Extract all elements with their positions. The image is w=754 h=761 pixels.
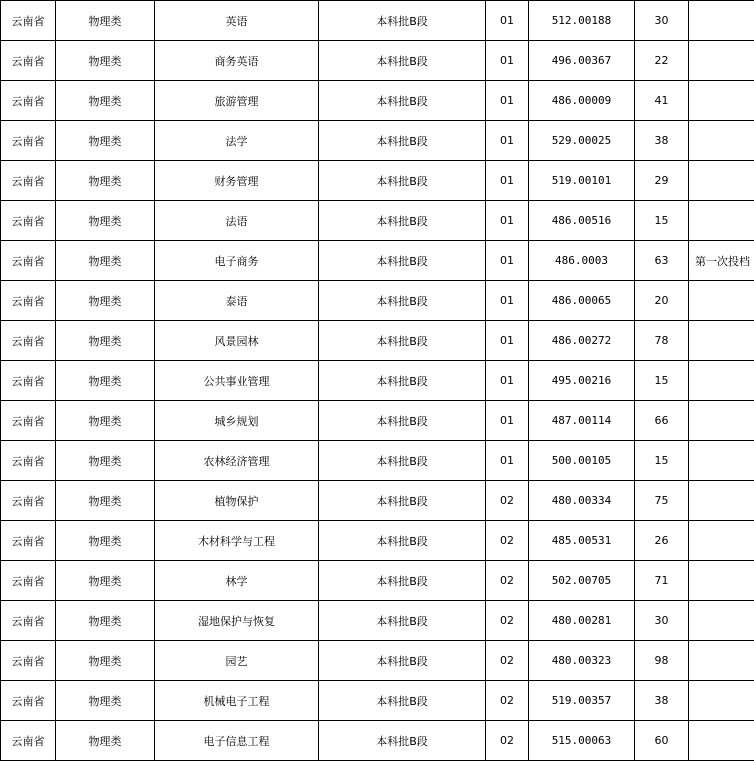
group-cell: 02: [486, 641, 529, 681]
score-cell: 502.00705: [529, 561, 635, 601]
rank-cell: 29: [635, 161, 689, 201]
major-cell: 财务管理: [155, 161, 319, 201]
rank-cell: 15: [635, 201, 689, 241]
batch-cell: 本科批B段: [319, 201, 486, 241]
major-cell: 林学: [155, 561, 319, 601]
table-body: [1, 1, 754, 761]
province-cell: 云南省: [1, 161, 56, 201]
category-cell: 物理类: [56, 1, 155, 41]
province-cell: 云南省: [1, 601, 56, 641]
table-row: [1, 321, 754, 361]
batch-cell: 本科批B段: [319, 41, 486, 81]
category-cell: 物理类: [56, 441, 155, 481]
table-row: [1, 481, 754, 521]
category-cell: 物理类: [56, 241, 155, 281]
score-cell: 487.00114: [529, 401, 635, 441]
major-cell: 英语: [155, 1, 319, 41]
major-cell: 电子商务: [155, 241, 319, 281]
score-cell: 519.00101: [529, 161, 635, 201]
group-cell: 01: [486, 401, 529, 441]
major-cell: 园艺: [155, 641, 319, 681]
score-cell: 480.00334: [529, 481, 635, 521]
note-cell: [689, 561, 754, 601]
note-cell: [689, 401, 754, 441]
category-cell: 物理类: [56, 561, 155, 601]
category-cell: 物理类: [56, 641, 155, 681]
score-cell: 486.00516: [529, 201, 635, 241]
score-cell: 480.00281: [529, 601, 635, 641]
category-cell: 物理类: [56, 201, 155, 241]
category-cell: 物理类: [56, 361, 155, 401]
major-cell: 旅游管理: [155, 81, 319, 121]
table-row: [1, 401, 754, 441]
batch-cell: 本科批B段: [319, 521, 486, 561]
major-cell: 机械电子工程: [155, 681, 319, 721]
province-cell: 云南省: [1, 281, 56, 321]
batch-cell: 本科批B段: [319, 401, 486, 441]
province-cell: 云南省: [1, 641, 56, 681]
major-cell: 泰语: [155, 281, 319, 321]
batch-cell: 本科批B段: [319, 241, 486, 281]
score-cell: 486.00009: [529, 81, 635, 121]
table-row: [1, 281, 754, 321]
group-cell: 01: [486, 201, 529, 241]
table-row: [1, 521, 754, 561]
score-cell: 485.00531: [529, 521, 635, 561]
rank-cell: 15: [635, 441, 689, 481]
province-cell: 云南省: [1, 441, 56, 481]
category-cell: 物理类: [56, 721, 155, 761]
group-cell: 01: [486, 81, 529, 121]
table-row: [1, 601, 754, 641]
major-cell: 湿地保护与恢复: [155, 601, 319, 641]
group-cell: 01: [486, 281, 529, 321]
batch-cell: 本科批B段: [319, 441, 486, 481]
note-cell: 第一次投档: [689, 241, 754, 281]
table-row: [1, 361, 754, 401]
province-cell: 云南省: [1, 401, 56, 441]
province-cell: 云南省: [1, 41, 56, 81]
batch-cell: 本科批B段: [319, 321, 486, 361]
major-cell: 城乡规划: [155, 401, 319, 441]
batch-cell: 本科批B段: [319, 281, 486, 321]
major-cell: 商务英语: [155, 41, 319, 81]
note-cell: [689, 121, 754, 161]
category-cell: 物理类: [56, 321, 155, 361]
province-cell: 云南省: [1, 1, 56, 41]
rank-cell: 22: [635, 41, 689, 81]
rank-cell: 30: [635, 601, 689, 641]
note-cell: [689, 441, 754, 481]
note-cell: [689, 161, 754, 201]
major-cell: 植物保护: [155, 481, 319, 521]
province-cell: 云南省: [1, 201, 56, 241]
major-cell: 电子信息工程: [155, 721, 319, 761]
rank-cell: 26: [635, 521, 689, 561]
rank-cell: 38: [635, 681, 689, 721]
batch-cell: 本科批B段: [319, 481, 486, 521]
note-cell: [689, 281, 754, 321]
group-cell: 02: [486, 561, 529, 601]
note-cell: [689, 681, 754, 721]
group-cell: 01: [486, 321, 529, 361]
table-row: [1, 201, 754, 241]
score-cell: 486.0003: [529, 241, 635, 281]
batch-cell: 本科批B段: [319, 361, 486, 401]
note-cell: [689, 201, 754, 241]
score-cell: 529.00025: [529, 121, 635, 161]
province-cell: 云南省: [1, 121, 56, 161]
province-cell: 云南省: [1, 81, 56, 121]
rank-cell: 78: [635, 321, 689, 361]
province-cell: 云南省: [1, 321, 56, 361]
group-cell: 01: [486, 161, 529, 201]
group-cell: 02: [486, 721, 529, 761]
note-cell: [689, 81, 754, 121]
group-cell: 02: [486, 601, 529, 641]
rank-cell: 98: [635, 641, 689, 681]
note-cell: [689, 41, 754, 81]
batch-cell: 本科批B段: [319, 721, 486, 761]
group-cell: 02: [486, 521, 529, 561]
note-cell: [689, 1, 754, 41]
group-cell: 02: [486, 681, 529, 721]
batch-cell: 本科批B段: [319, 561, 486, 601]
score-cell: 519.00357: [529, 681, 635, 721]
category-cell: 物理类: [56, 401, 155, 441]
category-cell: 物理类: [56, 481, 155, 521]
group-cell: 01: [486, 41, 529, 81]
group-cell: 01: [486, 121, 529, 161]
province-cell: 云南省: [1, 681, 56, 721]
batch-cell: 本科批B段: [319, 681, 486, 721]
category-cell: 物理类: [56, 161, 155, 201]
major-cell: 风景园林: [155, 321, 319, 361]
category-cell: 物理类: [56, 41, 155, 81]
category-cell: 物理类: [56, 601, 155, 641]
rank-cell: 63: [635, 241, 689, 281]
rank-cell: 41: [635, 81, 689, 121]
batch-cell: 本科批B段: [319, 601, 486, 641]
rank-cell: 60: [635, 721, 689, 761]
rank-cell: 75: [635, 481, 689, 521]
score-cell: 480.00323: [529, 641, 635, 681]
table-row: [1, 161, 754, 201]
group-cell: 01: [486, 1, 529, 41]
table-row: [1, 241, 754, 281]
major-cell: 公共事业管理: [155, 361, 319, 401]
note-cell: [689, 481, 754, 521]
note-cell: [689, 601, 754, 641]
province-cell: 云南省: [1, 521, 56, 561]
table-row: [1, 721, 754, 761]
major-cell: 法学: [155, 121, 319, 161]
batch-cell: 本科批B段: [319, 1, 486, 41]
major-cell: 木材科学与工程: [155, 521, 319, 561]
category-cell: 物理类: [56, 121, 155, 161]
major-cell: 农林经济管理: [155, 441, 319, 481]
table-row: [1, 441, 754, 481]
category-cell: 物理类: [56, 681, 155, 721]
note-cell: [689, 321, 754, 361]
major-cell: 法语: [155, 201, 319, 241]
batch-cell: 本科批B段: [319, 161, 486, 201]
score-cell: 486.00065: [529, 281, 635, 321]
note-cell: [689, 361, 754, 401]
batch-cell: 本科批B段: [319, 641, 486, 681]
rank-cell: 38: [635, 121, 689, 161]
table-row: [1, 561, 754, 601]
category-cell: 物理类: [56, 281, 155, 321]
table-row: [1, 681, 754, 721]
note-cell: [689, 721, 754, 761]
table-row: [1, 81, 754, 121]
score-cell: 500.00105: [529, 441, 635, 481]
table-row: [1, 641, 754, 681]
score-cell: 486.00272: [529, 321, 635, 361]
province-cell: 云南省: [1, 481, 56, 521]
score-cell: 512.00188: [529, 1, 635, 41]
group-cell: 01: [486, 361, 529, 401]
group-cell: 01: [486, 241, 529, 281]
batch-cell: 本科批B段: [319, 121, 486, 161]
table-row: [1, 41, 754, 81]
province-cell: 云南省: [1, 361, 56, 401]
province-cell: 云南省: [1, 721, 56, 761]
rank-cell: 71: [635, 561, 689, 601]
rank-cell: 66: [635, 401, 689, 441]
province-cell: 云南省: [1, 561, 56, 601]
group-cell: 02: [486, 481, 529, 521]
group-cell: 01: [486, 441, 529, 481]
category-cell: 物理类: [56, 521, 155, 561]
category-cell: 物理类: [56, 81, 155, 121]
rank-cell: 20: [635, 281, 689, 321]
rank-cell: 30: [635, 1, 689, 41]
score-cell: 495.00216: [529, 361, 635, 401]
note-cell: [689, 521, 754, 561]
province-cell: 云南省: [1, 241, 56, 281]
score-cell: 515.00063: [529, 721, 635, 761]
score-cell: 496.00367: [529, 41, 635, 81]
table-row: [1, 1, 754, 41]
table-row: [1, 121, 754, 161]
batch-cell: 本科批B段: [319, 81, 486, 121]
rank-cell: 15: [635, 361, 689, 401]
note-cell: [689, 641, 754, 681]
